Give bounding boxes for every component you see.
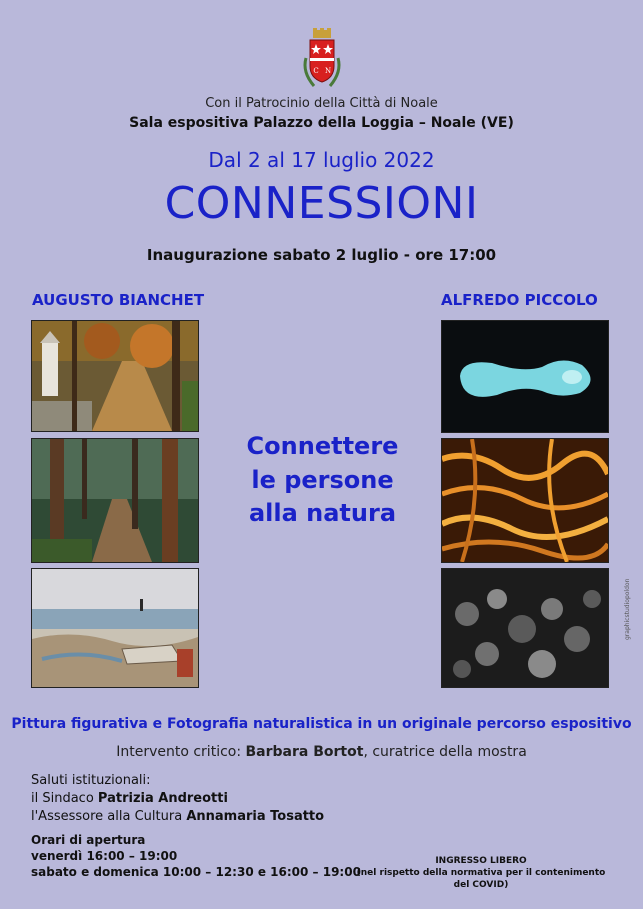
critic-prefix: Intervento critico: xyxy=(116,744,246,760)
motto-line-3: alla natura xyxy=(248,499,397,528)
hours-heading: Orari di apertura xyxy=(31,833,146,847)
hours-friday: venerdì 16:00 – 19:00 xyxy=(31,849,178,863)
hours-weekend: sabato e domenica 10:00 – 12:30 e 16:00 – 19:00 xyxy=(31,865,361,879)
mayor-prefix: il Sindaco xyxy=(31,791,98,806)
crest-letter-c: C xyxy=(313,67,319,75)
mayor-name: Patrizia Andreotti xyxy=(97,791,228,806)
admission-note: (nel rispetto della normativa per il contenimento del COVID) xyxy=(356,868,606,890)
artist-left-name: AUGUSTO BIANCHET xyxy=(32,291,205,309)
painting-forest-chapel xyxy=(31,320,199,432)
city-crest-icon xyxy=(300,28,344,90)
critic-name: Barbara Bortot xyxy=(245,744,364,760)
critic-suffix: , curatrice della mostra xyxy=(363,744,527,760)
painting-forest-path xyxy=(31,438,199,563)
greetings-councillor xyxy=(31,808,324,826)
greetings-mayor xyxy=(31,790,324,808)
painting-beach-boat xyxy=(31,568,199,688)
admission-label: INGRESSO LIBERO xyxy=(435,856,527,866)
photo-blue-shape xyxy=(441,320,609,433)
opening-text: Inaugurazione sabato 2 luglio - ore 17:00 xyxy=(146,246,497,264)
crest-letter-n: N xyxy=(324,67,332,75)
venue-text: Sala espositiva Palazzo della Loggia – Noale (VE) xyxy=(129,115,514,131)
exhibition-subtitle: Pittura figurativa e Fotografia naturalistica in un originale percorso espositivo xyxy=(11,716,632,732)
motto-line-1: Connettere xyxy=(246,432,399,460)
councillor-prefix: l'Assessore alla Cultura xyxy=(31,809,187,824)
councillor-name: Annamaria Tosatto xyxy=(186,809,325,824)
patronage-text: Con il Patrocinio della Città di Noale xyxy=(205,96,438,111)
photo-mushrooms-bw xyxy=(441,568,609,688)
critic-credit xyxy=(0,744,643,760)
admission-info xyxy=(350,855,612,891)
exhibition-motto xyxy=(220,430,425,531)
institutional-greetings xyxy=(31,772,324,826)
artist-right-name: ALFREDO PICCOLO xyxy=(441,291,598,309)
exhibition-dates: Dal 2 al 17 luglio 2022 xyxy=(208,148,435,172)
exhibition-title: CONNESSIONI xyxy=(164,178,479,229)
greetings-heading: Saluti istituzionali: xyxy=(31,773,151,788)
designer-credit: graphicstudiopoldon xyxy=(624,578,631,640)
opening-hours xyxy=(31,832,361,880)
motto-line-2: le persone xyxy=(251,465,394,494)
photo-golden-water xyxy=(441,438,609,563)
